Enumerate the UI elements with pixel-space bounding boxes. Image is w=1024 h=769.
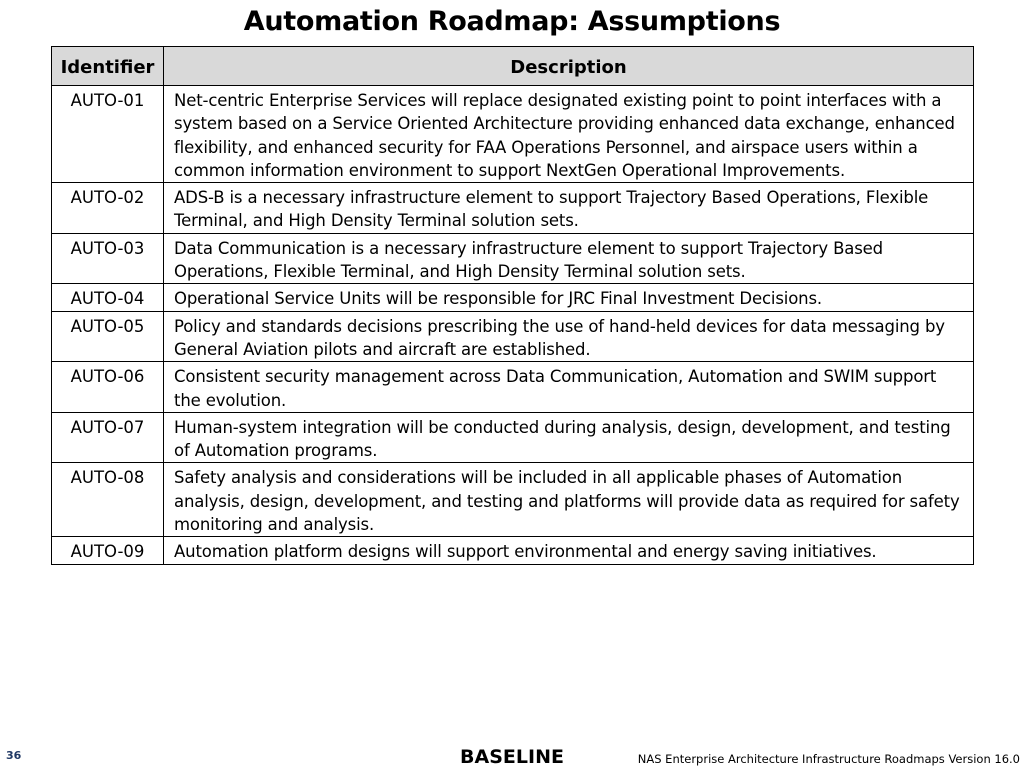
table-row (52, 284, 974, 311)
row-description: Policy and standards decisions prescribing the use of hand-held devices for data messaging by General Aviation pilots and aircraft are established. (164, 311, 974, 362)
table-row (52, 412, 974, 463)
row-identifier: AUTO-04 (52, 284, 164, 311)
row-identifier: AUTO-06 (52, 362, 164, 413)
row-identifier: AUTO-02 (52, 183, 164, 234)
assumptions-table (51, 46, 974, 565)
baseline-label: BASELINE (460, 746, 564, 768)
row-description: Human-system integration will be conducted during analysis, design, development, and testing of Automation programs. (164, 412, 974, 463)
table-row (52, 183, 974, 234)
table-row (52, 463, 974, 537)
page-number: 36 (6, 749, 22, 762)
table-row (52, 537, 974, 564)
row-identifier: AUTO-07 (52, 412, 164, 463)
row-description: ADS-B is a necessary infrastructure element to support Trajectory Based Operations, Flexible Terminal, and High Density Terminal solution sets. (164, 183, 974, 234)
document-version-label: NAS Enterprise Architecture Infrastructure Roadmaps Version 16.0 (637, 752, 1020, 766)
row-description: Consistent security management across Data Communication, Automation and SWIM support the evolution. (164, 362, 974, 413)
row-description: Safety analysis and considerations will be included in all applicable phases of Automation analysis, design, development, and testing and platforms will provide data as required for safety monitoring and analysis. (164, 463, 974, 537)
table-row (52, 86, 974, 183)
identifier-column-header: Identifier (52, 47, 164, 86)
row-identifier: AUTO-08 (52, 463, 164, 537)
row-identifier: AUTO-05 (52, 311, 164, 362)
row-description: Net-centric Enterprise Services will replace designated existing point to point interfaces with a system based on a Service Oriented Architecture providing enhanced data exchange, enhanced flexibility, and enhanced security for FAA Operations Personnel, and airspace users within a common information environment to support NextGen Operational Improvements. (164, 86, 974, 183)
table-row (52, 311, 974, 362)
row-description: Data Communication is a necessary infrastructure element to support Trajectory Based Operations, Flexible Terminal, and High Density Terminal solution sets. (164, 233, 974, 284)
row-identifier: AUTO-03 (52, 233, 164, 284)
row-description: Automation platform designs will support environmental and energy saving initiatives. (164, 537, 974, 564)
table-header-row (52, 47, 974, 86)
table-row (52, 233, 974, 284)
row-identifier: AUTO-01 (52, 86, 164, 183)
row-description: Operational Service Units will be responsible for JRC Final Investment Decisions. (164, 284, 974, 311)
description-column-header: Description (164, 47, 974, 86)
page-title: Automation Roadmap: Assumptions (243, 6, 781, 37)
row-identifier: AUTO-09 (52, 537, 164, 564)
table-row (52, 362, 974, 413)
